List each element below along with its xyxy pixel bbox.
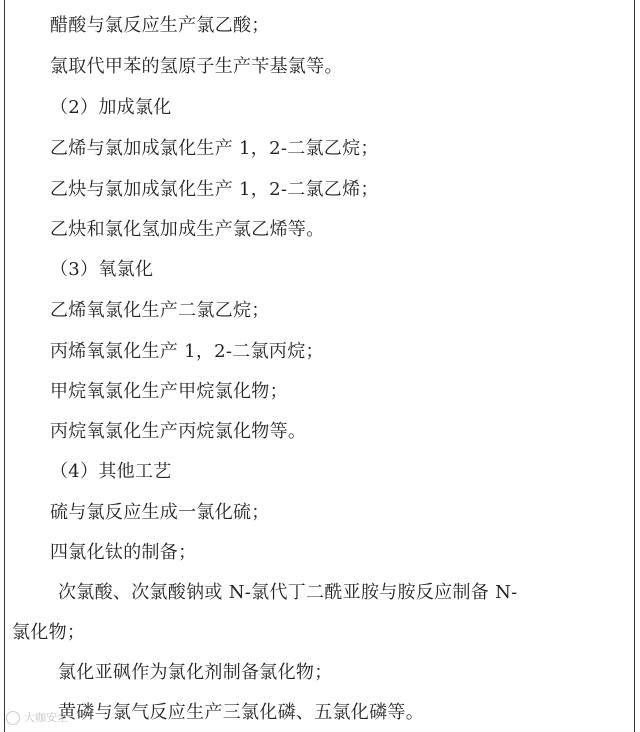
text-line-dichloroethane: 乙烯与氯加成氯化生产 1，2-二氯乙烷； [50, 138, 379, 159]
text-line-yellow-phosphorus: 黄磷与氯气反应生产三氯化磷、五氯化磷等。 [58, 702, 424, 723]
table-right-border [634, 0, 635, 732]
text-line-dichloroethylene: 乙炔与氯加成氯化生产 1，2-二氯乙烯； [50, 179, 379, 200]
text-line-chloride-continuation: 氯化物； [12, 622, 86, 643]
section-heading-oxychlorination: （3）氧氯化 [50, 259, 154, 280]
text-line-benzyl-chloride: 氯取代甲苯的氢原子生产苄基氯等。 [50, 56, 343, 77]
section-heading-addition-chlorination: （2）加成氯化 [50, 97, 172, 118]
watermark-text: 大咖安全 [24, 711, 68, 724]
watermark [6, 708, 86, 728]
section-heading-other-processes: （4）其他工艺 [50, 461, 172, 482]
text-line-thionyl-chloride: 氯化亚砜作为氯化剂制备氯化物； [58, 662, 333, 683]
text-line-chloroacetic-acid: 醋酸与氯反应生产氯乙酸； [50, 15, 270, 36]
text-line-hypochlorous-acid: 次氯酸、次氯酸钠或 N-氯代丁二酰亚胺与胺反应制备 N- [58, 582, 518, 603]
text-line-methane-oxychlorination: 甲烷氧氯化生产甲烷氯化物； [50, 381, 288, 402]
text-line-propylene-oxychlorination: 丙烯氧氯化生产 1，2-二氯丙烷； [50, 341, 324, 362]
text-line-sulfur-monochloride: 硫与氯反应生成一氯化硫； [50, 502, 270, 523]
text-line-ethylene-oxychlorination: 乙烯氧氯化生产二氯乙烷； [50, 300, 270, 321]
text-line-vinyl-chloride: 乙炔和氯化氢加成生产氯乙烯等。 [50, 219, 325, 240]
table-left-border [4, 0, 5, 732]
text-line-propane-oxychlorination: 丙烷氧氯化生产丙烷氯化物等。 [50, 421, 307, 442]
watermark-logo-icon [6, 711, 20, 725]
text-line-titanium-tetrachloride: 四氯化钛的制备； [50, 542, 197, 563]
